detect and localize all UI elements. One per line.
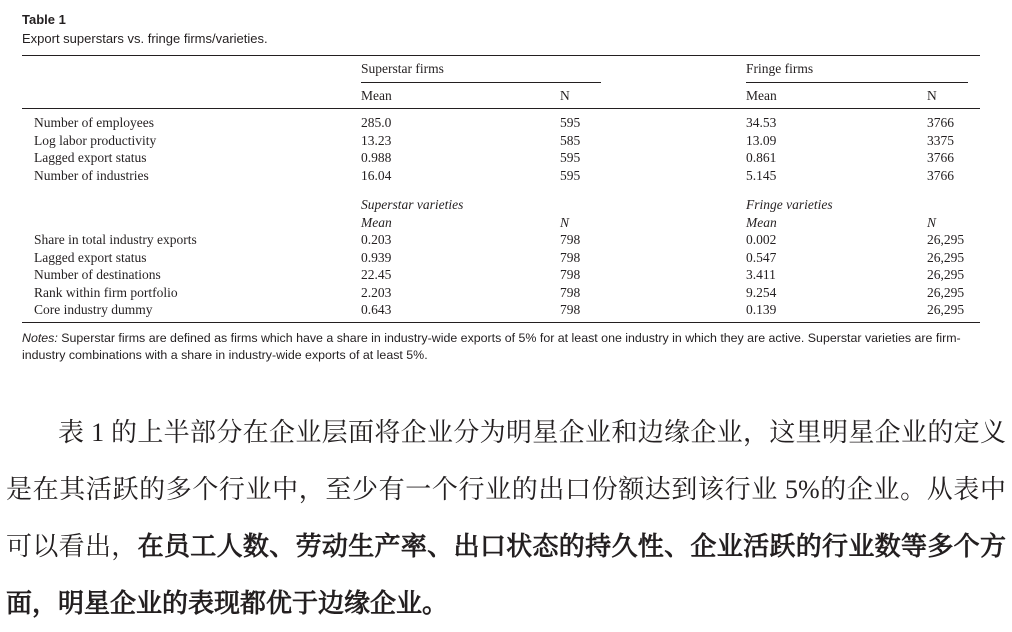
fringe-mean: 5.145 <box>746 168 777 183</box>
superstar-firms-header: Superstar firms <box>361 61 444 76</box>
superstar-n: 798 <box>560 302 581 317</box>
superstar-varieties-header: Superstar varieties <box>361 197 464 212</box>
row-label: Number of destinations <box>34 267 161 282</box>
fringe-mean: 0.139 <box>746 302 777 317</box>
superstar-n: 798 <box>560 285 581 300</box>
superstar-n: 595 <box>560 150 581 165</box>
fringe-mean: 3.411 <box>746 267 776 282</box>
col-header-fringe-mean: Mean <box>746 88 777 103</box>
row-label: Core industry dummy <box>34 302 153 317</box>
fringe-n: 26,295 <box>927 250 965 265</box>
fringe-n: 26,295 <box>927 232 965 247</box>
superstar-n: 798 <box>560 250 581 265</box>
row-label: Log labor productivity <box>34 133 157 148</box>
row-label: Rank within firm portfolio <box>34 285 178 300</box>
top-rule <box>22 55 980 56</box>
superstar-mean: 0.643 <box>361 302 392 317</box>
table-notes <box>22 330 987 364</box>
fringe-mean: 13.09 <box>746 133 777 148</box>
fringe-mean: 9.254 <box>746 285 777 300</box>
chinese-paragraph <box>6 404 1006 632</box>
table-caption: Export superstars vs. fringe firms/varieties. <box>22 31 268 46</box>
row-label: Lagged export status <box>34 250 147 265</box>
fringe-n: 3766 <box>927 115 954 130</box>
col-header-superstar-mean: Mean <box>361 88 392 103</box>
row-label: Number of industries <box>34 168 149 183</box>
superstar-n: 585 <box>560 133 581 148</box>
fringe-firms-header: Fringe firms <box>746 61 814 76</box>
fringe-group-rule <box>746 82 968 83</box>
superstar-mean: 0.939 <box>361 250 392 265</box>
col-header-superstar-var-n: N <box>560 215 570 230</box>
fringe-mean: 0.861 <box>746 150 777 165</box>
fringe-n: 3766 <box>927 168 954 183</box>
superstar-mean: 13.23 <box>361 133 392 148</box>
superstar-n: 595 <box>560 168 581 183</box>
fringe-mean: 0.547 <box>746 250 777 265</box>
bottom-rule <box>22 322 980 323</box>
superstar-n: 595 <box>560 115 581 130</box>
superstar-group-rule <box>361 82 601 83</box>
fringe-n: 26,295 <box>927 267 965 282</box>
col-header-superstar-var-mean: Mean <box>361 215 392 230</box>
paragraph-text: 表 1 的上半部分在企业层面将企业分为明星企业和边缘企业，这里明星企业的定义是在其活跃的多个行业中，至少有一个行业的出口份额达到该行业 5%的企业。从表中可以看出， <box>6 418 1006 561</box>
paragraph-bold-text: 在员工人数、劳动生产率、出口状态的持久性、企业活跃的行业数等多个方面，明星企业的表现都优于边缘企业。 <box>6 532 1006 618</box>
superstar-mean: 285.0 <box>361 115 392 130</box>
row-label: Number of employees <box>34 115 154 130</box>
col-header-fringe-var-n: N <box>927 215 937 230</box>
row-label: Share in total industry exports <box>34 232 197 247</box>
col-header-superstar-n: N <box>560 88 570 103</box>
superstar-mean: 0.988 <box>361 150 392 165</box>
col-header-fringe-n: N <box>927 88 937 103</box>
fringe-n: 26,295 <box>927 285 965 300</box>
superstar-mean: 0.203 <box>361 232 392 247</box>
fringe-mean: 34.53 <box>746 115 777 130</box>
superstar-mean: 22.45 <box>361 267 392 282</box>
fringe-n: 26,295 <box>927 302 965 317</box>
superstar-n: 798 <box>560 267 581 282</box>
notes-label: Notes: <box>22 331 58 345</box>
superstar-n: 798 <box>560 232 581 247</box>
header-rule <box>22 108 980 109</box>
fringe-varieties-header: Fringe varieties <box>746 197 833 212</box>
fringe-n: 3375 <box>927 133 954 148</box>
fringe-mean: 0.002 <box>746 232 777 247</box>
notes-text: Superstar firms are defined as firms which have a share in industry-wide exports of 5% for at least one industry in which they are active. Superstar varieties are firm-industry combinations with a share in industry-wide exports of at least 5%. <box>22 331 961 362</box>
row-label: Lagged export status <box>34 150 147 165</box>
table-label: Table 1 <box>22 12 66 27</box>
superstar-mean: 16.04 <box>361 168 392 183</box>
col-header-fringe-var-mean: Mean <box>746 215 777 230</box>
superstar-mean: 2.203 <box>361 285 392 300</box>
fringe-n: 3766 <box>927 150 954 165</box>
